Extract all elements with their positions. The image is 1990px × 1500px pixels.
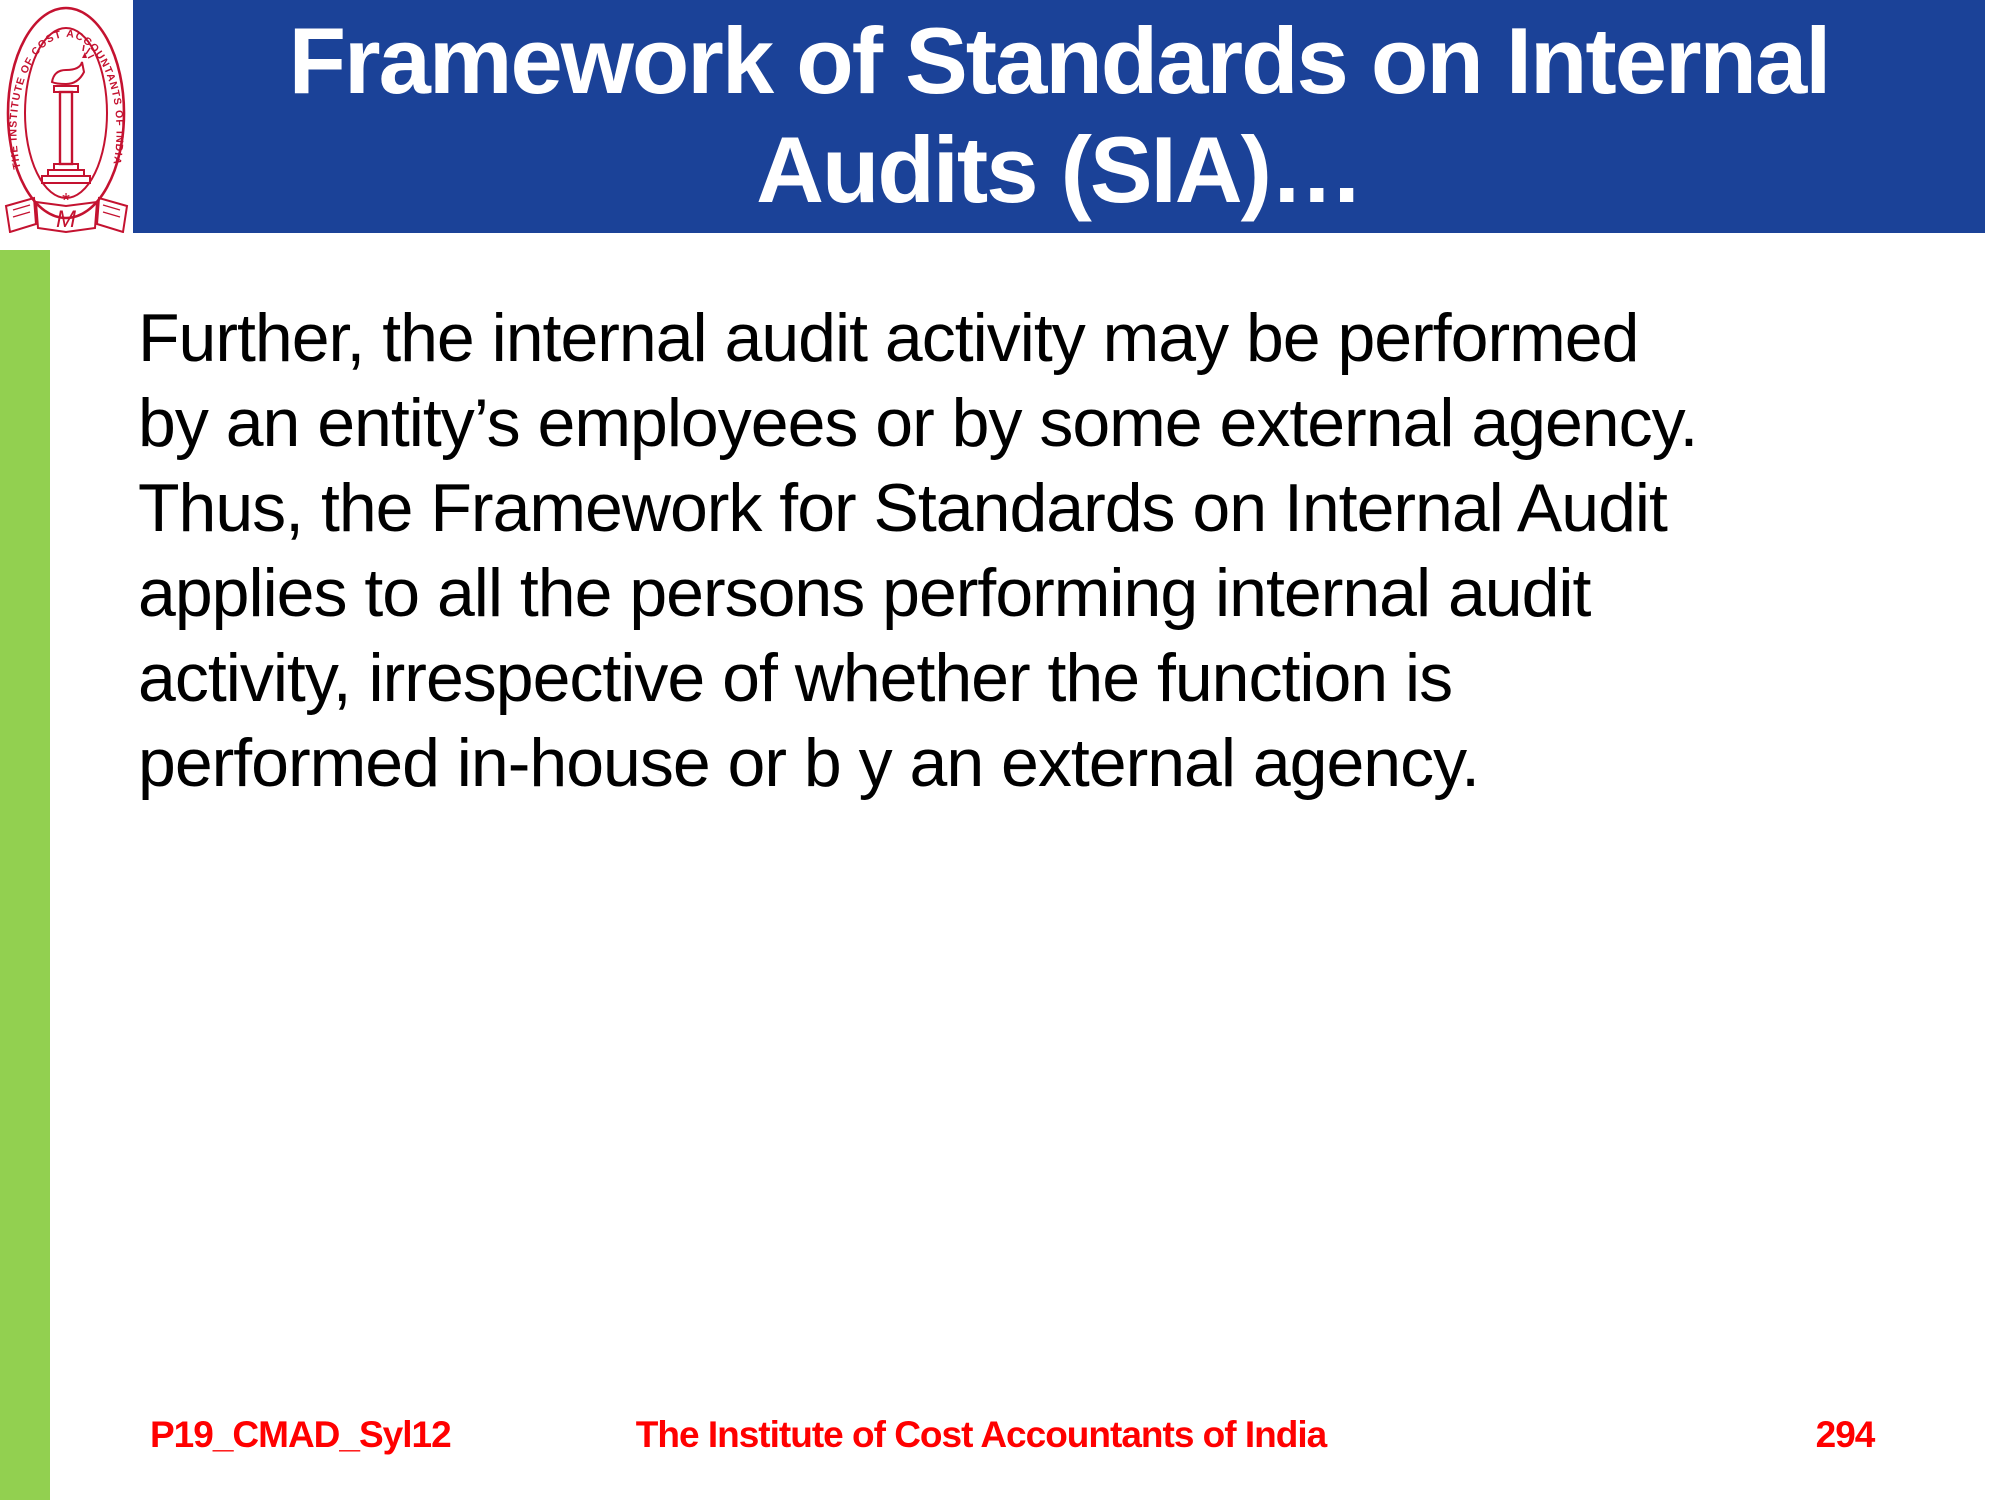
- body-paragraph: [138, 296, 1697, 806]
- body-text-line: Thus, the Framework for Standards on Internal Audit: [138, 470, 1667, 546]
- body-text-line: by an entity’s employees or by some external agency.: [138, 385, 1698, 461]
- body-text-line: applies to all the persons performing internal audit: [138, 555, 1591, 631]
- green-accent-bar: [0, 250, 50, 1500]
- footer-page-number: 294: [1815, 1414, 1875, 1455]
- body-text-line: performed in-house or b y an external agency.: [138, 725, 1479, 801]
- institute-seal-icon: [0, 0, 133, 233]
- lamp-pillar-icon: [42, 45, 94, 183]
- slide-title: [133, 0, 1985, 224]
- seal-star: *: [62, 190, 70, 212]
- footer-institute-name: The Institute of Cost Accountants of India: [635, 1414, 1327, 1455]
- header-band: [133, 0, 1985, 233]
- footer-course-code: P19_CMAD_Syl12: [150, 1414, 451, 1455]
- body-text-line: Further, the internal audit activity may be performed: [138, 300, 1639, 376]
- body-text-line: activity, irrespective of whether the function is: [138, 640, 1453, 716]
- institute-logo: [0, 0, 133, 233]
- seal-monogram: M: [56, 206, 76, 233]
- slide-title-line2: Audits (SIA)…: [756, 117, 1362, 222]
- seal-ring-text-path: THE INSTITUTE OF COST ACCOUNTANTS OF INDIA: [7, 27, 126, 171]
- slide-title-line1: Framework of Standards on Internal: [288, 8, 1830, 113]
